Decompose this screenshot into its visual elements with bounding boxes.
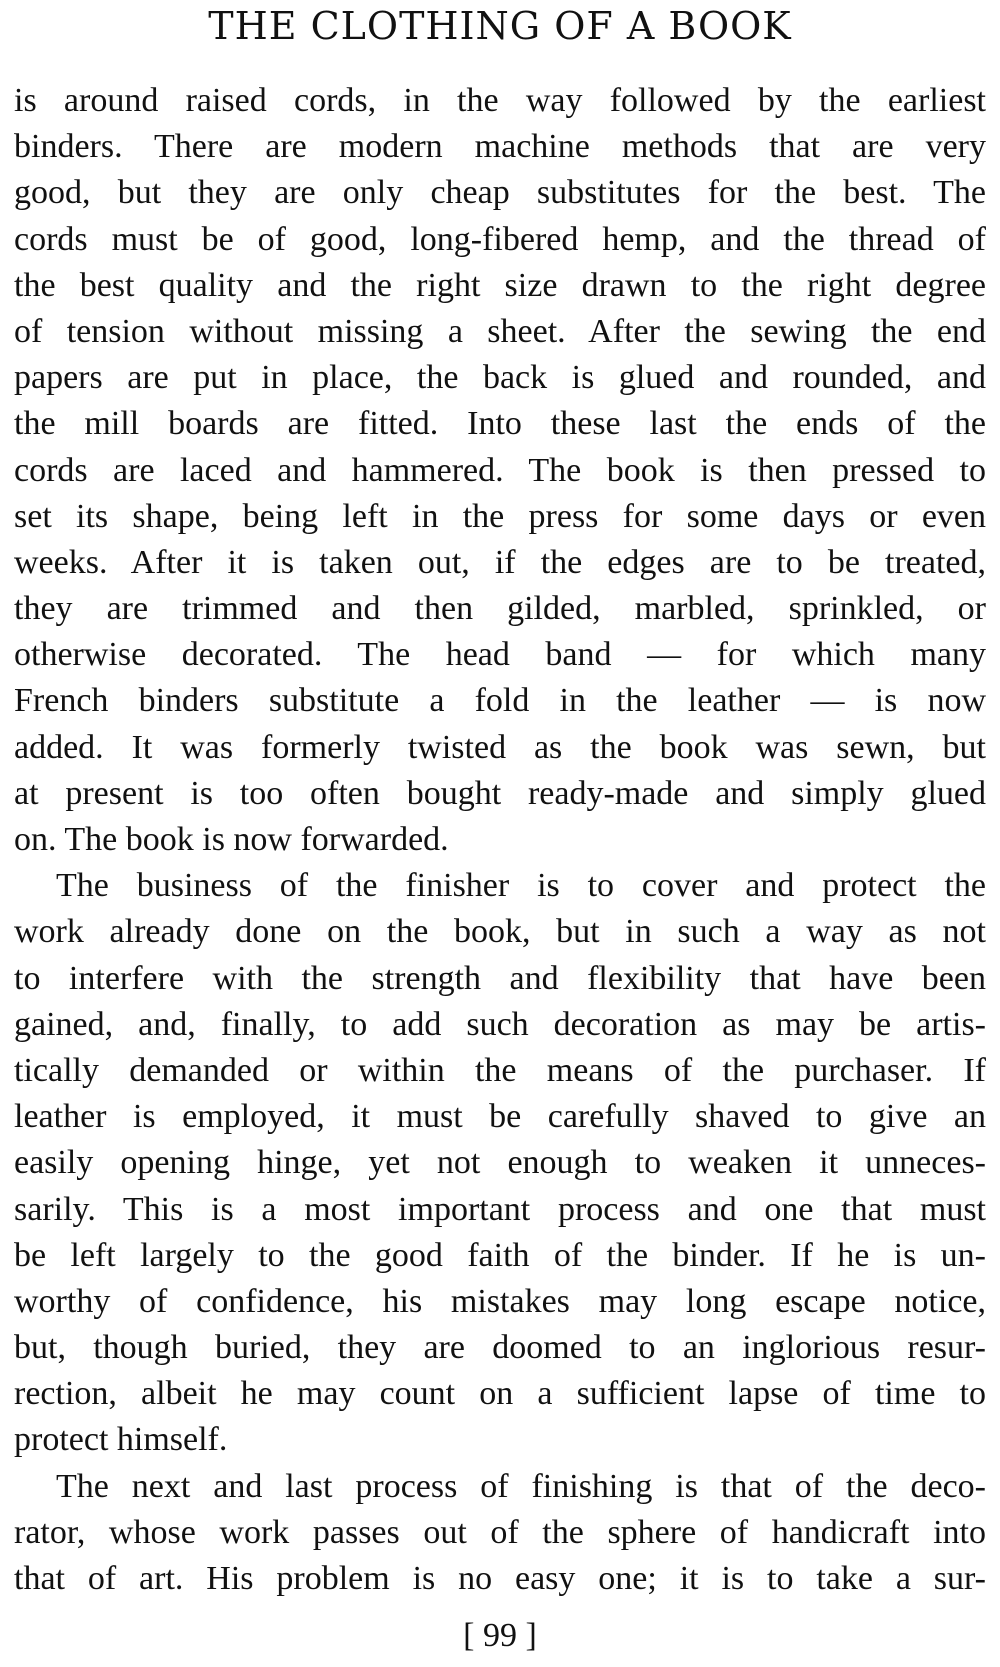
text-line: sarily. This is a most important process and one that must <box>14 1190 986 1228</box>
text-line: papers are put in place, the back is glued and rounded, and <box>14 359 986 397</box>
text-line: the best quality and the right size drawn to the right degree <box>14 266 986 304</box>
paragraph-1 <box>14 78 986 863</box>
text-line: set its shape, being left in the press for some days or even <box>14 497 986 535</box>
text-line: The next and last process of finishing is that of the deco- <box>56 1467 986 1505</box>
body-text <box>14 78 986 1602</box>
text-line: but, though buried, they are doomed to an inglorious resur- <box>14 1329 986 1367</box>
text-line: work already done on the book, but in such a way as not <box>14 913 986 951</box>
text-line: otherwise decorated. The head band — for which many <box>14 636 986 674</box>
text-line: gained, and, finally, to add such decoration as may be artis- <box>14 1005 986 1043</box>
text-line: rator, whose work passes out of the sphere of handicraft into <box>14 1513 986 1551</box>
text-line: at present is too often bought ready-made and simply glued <box>14 774 986 812</box>
text-line: tically demanded or within the means of the purchaser. If <box>14 1051 986 1089</box>
text-line: French binders substitute a fold in the leather — is now <box>14 682 986 720</box>
paragraph-3 <box>14 1464 986 1603</box>
text-line: The business of the finisher is to cover and protect the <box>56 867 986 905</box>
text-line: binders. There are modern machine methods that are very <box>14 128 986 166</box>
text-line: cords are laced and hammered. The book is then pressed to <box>14 451 986 489</box>
text-line: protect himself. <box>14 1421 228 1459</box>
text-line: cords must be of good, long-fibered hemp, and the thread of <box>14 220 986 258</box>
text-line: they are trimmed and then gilded, marbled, sprinkled, or <box>14 590 986 628</box>
text-line: good, but they are only cheap substitutes for the best. The <box>14 174 986 212</box>
page-number: [ 99 ] <box>463 1617 537 1654</box>
text-line: the mill boards are fitted. Into these last the ends of the <box>14 405 986 443</box>
text-line: is around raised cords, in the way followed by the earliest <box>14 82 986 119</box>
text-line: weeks. After it is taken out, if the edges are to be treated, <box>14 543 986 581</box>
text-line: worthy of confidence, his mistakes may long escape notice, <box>14 1282 986 1320</box>
paragraph-2 <box>14 863 986 1463</box>
text-line: easily opening hinge, yet not enough to weaken it unneces- <box>14 1144 986 1182</box>
text-line: that of art. His problem is no easy one; it is to take a sur- <box>14 1560 986 1597</box>
text-line: leather is employed, it must be carefully shaved to give an <box>14 1098 986 1136</box>
text-line: be left largely to the good faith of the binder. If he is un- <box>14 1236 986 1274</box>
text-line: rection, albeit he may count on a sufficient lapse of time to <box>14 1375 986 1413</box>
text-line: to interfere with the strength and flexibility that have been <box>14 959 986 997</box>
running-head: THE CLOTHING OF A BOOK <box>208 4 792 48</box>
text-line: of tension without missing a sheet. After the sewing the end <box>14 312 986 350</box>
text-line: on. The book is now forwarded. <box>14 821 449 858</box>
text-line: added. It was formerly twisted as the book was sewn, but <box>14 728 986 766</box>
